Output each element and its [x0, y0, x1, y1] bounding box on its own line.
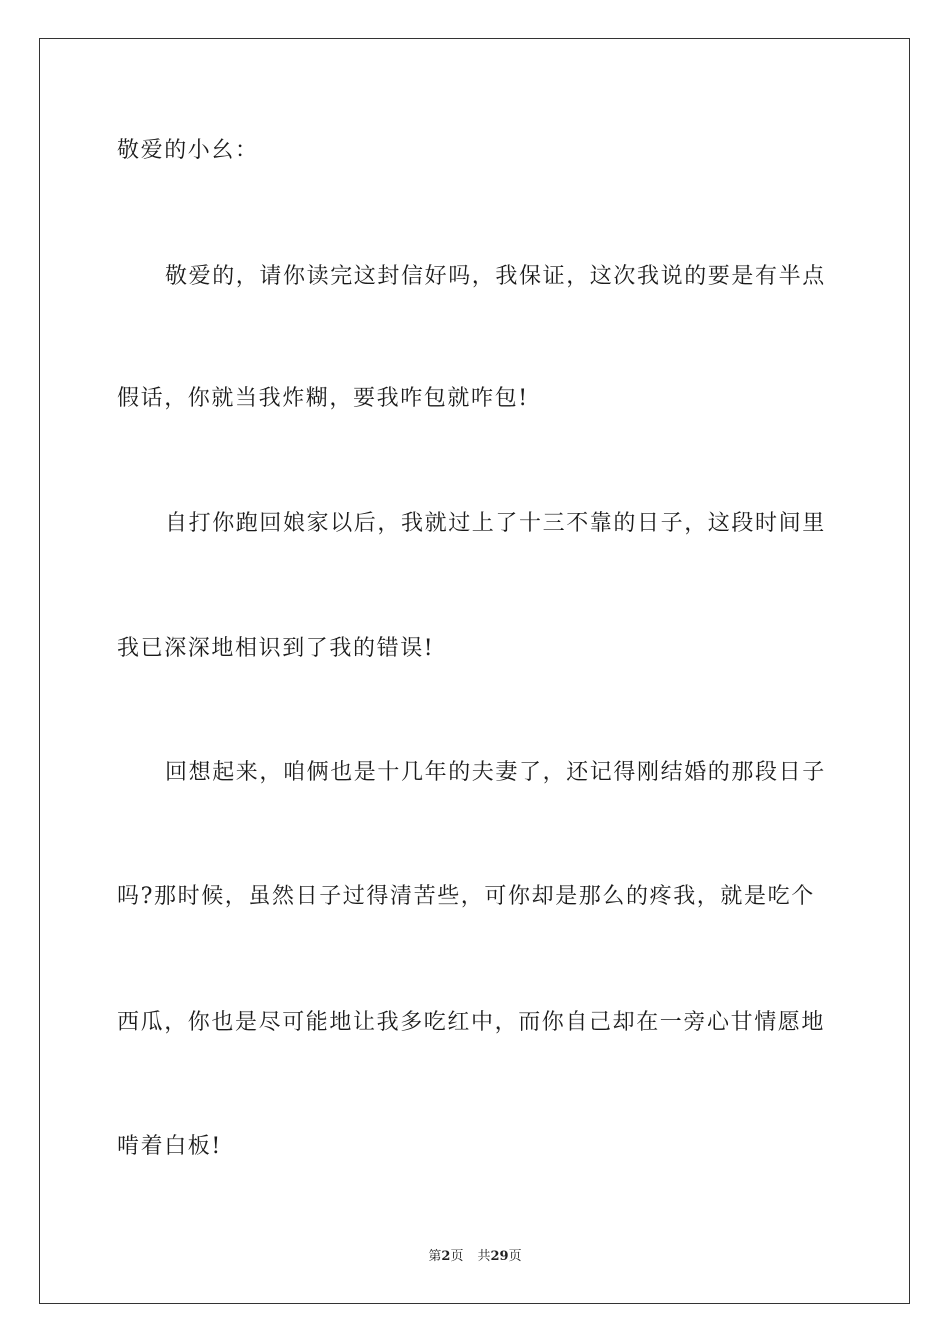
paragraph-line: 我已深深地相识到了我的错误!	[117, 636, 435, 661]
page-suffix: 页	[450, 1249, 464, 1264]
paragraph-line: 西瓜，你也是尽可能地让我多吃红中，而你自己却在一旁心甘情愿地	[117, 1010, 826, 1035]
paragraph-line: 啃着白板!	[117, 1134, 222, 1159]
page-footer	[0, 1248, 950, 1266]
salutation: 敬爱的小幺：	[117, 138, 259, 163]
paragraph-line: 敬爱的，请你读完这封信好吗，我保证，这次我说的要是有半点	[165, 264, 826, 289]
total-pages: 29	[490, 1249, 509, 1264]
paragraph-line: 自打你跑回娘家以后，我就过上了十三不靠的日子，这段时间里	[165, 511, 826, 536]
total-suffix: 页	[508, 1249, 522, 1264]
paragraph-line: 回想起来，咱俩也是十几年的夫妻了，还记得刚结婚的那段日子	[165, 760, 826, 785]
page-number: 2	[441, 1249, 451, 1264]
total-prefix: 共	[477, 1249, 491, 1264]
paragraph-line: 假话，你就当我炸糊，要我咋包就咋包!	[117, 386, 529, 411]
page-border	[39, 38, 910, 1304]
page-prefix: 第	[428, 1249, 442, 1264]
paragraph-line: 吗?那时候，虽然日子过得清苦些，可你却是那么的疼我，就是吃个	[117, 884, 815, 909]
